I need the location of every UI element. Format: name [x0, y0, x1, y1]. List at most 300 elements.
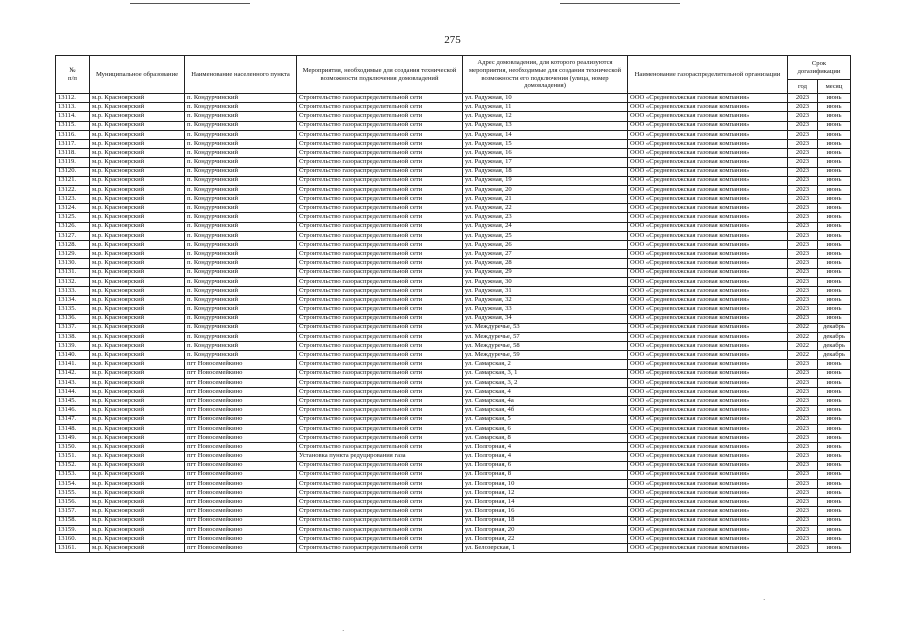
table-row [56, 222, 851, 231]
month-cell: июнь [818, 112, 851, 121]
year-cell: 2023 [788, 259, 818, 268]
organization-cell: ООО «Средневолжская газовая компания» [628, 241, 788, 250]
table-row [56, 388, 851, 397]
measure-cell: Строительство газораспределительной сети [297, 369, 463, 378]
organization-cell: ООО «Средневолжская газовая компания» [628, 332, 788, 341]
measure-cell: Строительство газораспределительной сети [297, 507, 463, 516]
settlement-cell: п. Кондурчинский [185, 277, 297, 286]
year-cell: 2022 [788, 323, 818, 332]
row-number: 13143. [56, 378, 90, 387]
municipality-cell: м.р. Красноярский [90, 323, 185, 332]
municipality-cell: м.р. Красноярский [90, 452, 185, 461]
settlement-cell: пгт Новосемейкино [185, 470, 297, 479]
table-row [56, 443, 851, 452]
year-cell: 2023 [788, 525, 818, 534]
year-cell: 2023 [788, 433, 818, 442]
address-cell: ул. Радужная, 19 [463, 176, 628, 185]
municipality-cell: м.р. Красноярский [90, 167, 185, 176]
measure-cell: Строительство газораспределительной сети [297, 185, 463, 194]
settlement-cell: п. Кондурчинский [185, 185, 297, 194]
measure-cell: Строительство газораспределительной сети [297, 433, 463, 442]
month-cell: июнь [818, 94, 851, 103]
year-cell: 2023 [788, 167, 818, 176]
organization-cell: ООО «Средневолжская газовая компания» [628, 544, 788, 553]
address-cell: ул. Полгорная, 4 [463, 452, 628, 461]
municipality-cell: м.р. Красноярский [90, 103, 185, 112]
organization-cell: ООО «Средневолжская газовая компания» [628, 259, 788, 268]
address-cell: ул. Радужная, 24 [463, 222, 628, 231]
organization-cell: ООО «Средневолжская газовая компания» [628, 121, 788, 130]
row-number: 13130. [56, 259, 90, 268]
settlement-cell: п. Кондурчинский [185, 149, 297, 158]
address-cell: ул. Полгорная, 22 [463, 535, 628, 544]
measure-cell: Строительство газораспределительной сети [297, 204, 463, 213]
table-row [56, 535, 851, 544]
month-cell: июнь [818, 525, 851, 534]
month-cell: июнь [818, 213, 851, 222]
municipality-cell: м.р. Красноярский [90, 388, 185, 397]
measure-cell: Строительство газораспределительной сети [297, 139, 463, 148]
month-cell: июнь [818, 277, 851, 286]
settlement-cell: пгт Новосемейкино [185, 461, 297, 470]
settlement-cell: п. Кондурчинский [185, 121, 297, 130]
row-number: 13117. [56, 139, 90, 148]
municipality-cell: м.р. Красноярский [90, 296, 185, 305]
organization-cell: ООО «Средневолжская газовая компания» [628, 268, 788, 277]
organization-cell: ООО «Средневолжская газовая компания» [628, 433, 788, 442]
settlement-cell: п. Кондурчинский [185, 112, 297, 121]
municipality-cell: м.р. Красноярский [90, 222, 185, 231]
year-cell: 2023 [788, 94, 818, 103]
row-number: 13154. [56, 479, 90, 488]
year-cell: 2023 [788, 139, 818, 148]
row-number: 13138. [56, 332, 90, 341]
row-number: 13146. [56, 406, 90, 415]
municipality-cell: м.р. Красноярский [90, 231, 185, 240]
measure-cell: Строительство газораспределительной сети [297, 415, 463, 424]
organization-cell: ООО «Средневолжская газовая компания» [628, 479, 788, 488]
month-cell: июнь [818, 231, 851, 240]
row-number: 13152. [56, 461, 90, 470]
measure-cell: Строительство газораспределительной сети [297, 516, 463, 525]
month-cell: июнь [818, 176, 851, 185]
address-cell: ул. Междуречье, 53 [463, 323, 628, 332]
settlement-cell: пгт Новосемейкино [185, 360, 297, 369]
settlement-cell: пгт Новосемейкино [185, 378, 297, 387]
address-cell: ул. Радужная, 21 [463, 195, 628, 204]
organization-cell: ООО «Средневолжская газовая компания» [628, 525, 788, 534]
address-cell: ул. Радужная, 29 [463, 268, 628, 277]
address-cell: ул. Радужная, 20 [463, 185, 628, 194]
row-number: 13147. [56, 415, 90, 424]
table-row [56, 259, 851, 268]
table-row [56, 406, 851, 415]
municipality-cell: м.р. Красноярский [90, 433, 185, 442]
address-cell: ул. Самарская, 4а [463, 397, 628, 406]
measure-cell: Строительство газораспределительной сети [297, 424, 463, 433]
row-number: 13142. [56, 369, 90, 378]
measure-cell: Строительство газораспределительной сети [297, 525, 463, 534]
municipality-cell: м.р. Красноярский [90, 461, 185, 470]
municipality-cell: м.р. Красноярский [90, 94, 185, 103]
settlement-cell: п. Кондурчинский [185, 130, 297, 139]
address-cell: ул. Радужная, 27 [463, 250, 628, 259]
year-cell: 2023 [788, 296, 818, 305]
organization-cell: ООО «Средневолжская газовая компания» [628, 305, 788, 314]
table-row [56, 149, 851, 158]
month-cell: июнь [818, 378, 851, 387]
row-number: 13126. [56, 222, 90, 231]
organization-cell: ООО «Средневолжская газовая компания» [628, 369, 788, 378]
month-cell: июнь [818, 204, 851, 213]
table-row [56, 185, 851, 194]
address-cell: ул. Самарская, 3, 1 [463, 369, 628, 378]
month-cell: июнь [818, 241, 851, 250]
settlement-cell: п. Кондурчинский [185, 314, 297, 323]
measure-cell: Строительство газораспределительной сети [297, 94, 463, 103]
gasification-table [55, 55, 851, 553]
table-row [56, 516, 851, 525]
organization-cell: ООО «Средневолжская газовая компания» [628, 112, 788, 121]
organization-cell: ООО «Средневолжская газовая компания» [628, 222, 788, 231]
measure-cell: Строительство газораспределительной сети [297, 443, 463, 452]
table-row [56, 286, 851, 295]
address-cell: ул. Полгорная, 4 [463, 443, 628, 452]
month-cell: июнь [818, 305, 851, 314]
organization-cell: ООО «Средневолжская газовая компания» [628, 323, 788, 332]
address-cell: ул. Радужная, 26 [463, 241, 628, 250]
municipality-cell: м.р. Красноярский [90, 268, 185, 277]
settlement-cell: пгт Новосемейкино [185, 525, 297, 534]
municipality-cell: м.р. Красноярский [90, 360, 185, 369]
address-cell: ул. Полгорная, 8 [463, 470, 628, 479]
month-cell: июнь [818, 185, 851, 194]
address-cell: ул. Радужная, 23 [463, 213, 628, 222]
row-number: 13158. [56, 516, 90, 525]
municipality-cell: м.р. Красноярский [90, 213, 185, 222]
table-row [56, 461, 851, 470]
settlement-cell: п. Кондурчинский [185, 158, 297, 167]
month-cell: июнь [818, 443, 851, 452]
month-cell: июнь [818, 250, 851, 259]
row-number: 13157. [56, 507, 90, 516]
settlement-cell: п. Кондурчинский [185, 351, 297, 360]
address-cell: ул. Радужная, 25 [463, 231, 628, 240]
year-cell: 2023 [788, 479, 818, 488]
table-row [56, 507, 851, 516]
address-cell: ул. Полгорная, 10 [463, 479, 628, 488]
month-cell: июнь [818, 296, 851, 305]
measure-cell: Строительство газораспределительной сети [297, 470, 463, 479]
year-cell: 2023 [788, 250, 818, 259]
measure-cell: Строительство газораспределительной сети [297, 176, 463, 185]
settlement-cell: пгт Новосемейкино [185, 535, 297, 544]
table-row [56, 305, 851, 314]
year-cell: 2023 [788, 378, 818, 387]
year-cell: 2023 [788, 360, 818, 369]
year-cell: 2022 [788, 351, 818, 360]
month-cell: июнь [818, 158, 851, 167]
measure-cell: Строительство газораспределительной сети [297, 351, 463, 360]
municipality-cell: м.р. Красноярский [90, 305, 185, 314]
month-cell: июнь [818, 360, 851, 369]
organization-cell: ООО «Средневолжская газовая компания» [628, 204, 788, 213]
measure-cell: Строительство газораспределительной сети [297, 332, 463, 341]
municipality-cell: м.р. Красноярский [90, 516, 185, 525]
measure-cell: Строительство газораспределительной сети [297, 149, 463, 158]
address-cell: ул. Самарская, 6 [463, 424, 628, 433]
month-cell: июнь [818, 388, 851, 397]
organization-cell: ООО «Средневолжская газовая компания» [628, 277, 788, 286]
month-cell: июнь [818, 130, 851, 139]
organization-cell: ООО «Средневолжская газовая компания» [628, 470, 788, 479]
settlement-cell: пгт Новосемейкино [185, 544, 297, 553]
month-cell: июнь [818, 433, 851, 442]
organization-cell: ООО «Средневолжская газовая компания» [628, 250, 788, 259]
address-cell: ул. Радужная, 12 [463, 112, 628, 121]
table-row [56, 415, 851, 424]
row-number: 13120. [56, 167, 90, 176]
table-row [56, 130, 851, 139]
header-organization: Наименование газораспределительной организации [628, 56, 788, 94]
settlement-cell: п. Кондурчинский [185, 286, 297, 295]
row-number: 13113. [56, 103, 90, 112]
organization-cell: ООО «Средневолжская газовая компания» [628, 406, 788, 415]
organization-cell: ООО «Средневолжская газовая компания» [628, 388, 788, 397]
organization-cell: ООО «Средневолжская газовая компания» [628, 130, 788, 139]
organization-cell: ООО «Средневолжская газовая компания» [628, 342, 788, 351]
municipality-cell: м.р. Красноярский [90, 397, 185, 406]
organization-cell: ООО «Средневолжская газовая компания» [628, 351, 788, 360]
year-cell: 2023 [788, 222, 818, 231]
row-number: 13134. [56, 296, 90, 305]
settlement-cell: пгт Новосемейкино [185, 415, 297, 424]
municipality-cell: м.р. Красноярский [90, 342, 185, 351]
organization-cell: ООО «Средневолжская газовая компания» [628, 176, 788, 185]
organization-cell: ООО «Средневолжская газовая компания» [628, 103, 788, 112]
municipality-cell: м.р. Красноярский [90, 378, 185, 387]
measure-cell: Строительство газораспределительной сети [297, 544, 463, 553]
measure-cell: Строительство газораспределительной сети [297, 489, 463, 498]
measure-cell: Строительство газораспределительной сети [297, 305, 463, 314]
organization-cell: ООО «Средневолжская газовая компания» [628, 195, 788, 204]
table-row [56, 433, 851, 442]
measure-cell: Строительство газораспределительной сети [297, 222, 463, 231]
year-cell: 2023 [788, 305, 818, 314]
settlement-cell: п. Кондурчинский [185, 139, 297, 148]
measure-cell: Строительство газораспределительной сети [297, 314, 463, 323]
municipality-cell: м.р. Красноярский [90, 149, 185, 158]
row-number: 13149. [56, 433, 90, 442]
organization-cell: ООО «Средневолжская газовая компания» [628, 360, 788, 369]
municipality-cell: м.р. Красноярский [90, 415, 185, 424]
settlement-cell: пгт Новосемейкино [185, 406, 297, 415]
table-row [56, 369, 851, 378]
municipality-cell: м.р. Красноярский [90, 332, 185, 341]
address-cell: ул. Самарская, 4 [463, 388, 628, 397]
row-number: 13115. [56, 121, 90, 130]
table-row [56, 231, 851, 240]
address-cell: ул. Радужная, 22 [463, 204, 628, 213]
settlement-cell: пгт Новосемейкино [185, 507, 297, 516]
header-measures: Мероприятия, необходимые для создания технической возможности подключения домовладений [297, 56, 463, 94]
year-cell: 2023 [788, 103, 818, 112]
address-cell: ул. Радужная, 10 [463, 94, 628, 103]
table-row [56, 489, 851, 498]
header-num: № п/п [56, 56, 90, 94]
year-cell: 2023 [788, 516, 818, 525]
row-number: 13125. [56, 213, 90, 222]
top-rule-left [130, 3, 250, 4]
measure-cell: Строительство газораспределительной сети [297, 259, 463, 268]
organization-cell: ООО «Средневолжская газовая компания» [628, 167, 788, 176]
settlement-cell: п. Кондурчинский [185, 259, 297, 268]
month-cell: июнь [818, 479, 851, 488]
organization-cell: ООО «Средневолжская газовая компания» [628, 424, 788, 433]
municipality-cell: м.р. Красноярский [90, 479, 185, 488]
year-cell: 2023 [788, 443, 818, 452]
row-number: 13128. [56, 241, 90, 250]
municipality-cell: м.р. Красноярский [90, 286, 185, 295]
address-cell: ул. Полгорная, 16 [463, 507, 628, 516]
month-cell: июнь [818, 470, 851, 479]
scan-speck: · [342, 627, 345, 635]
year-cell: 2023 [788, 185, 818, 194]
organization-cell: ООО «Средневолжская газовая компания» [628, 516, 788, 525]
month-cell: июнь [818, 195, 851, 204]
organization-cell: ООО «Средневолжская газовая компания» [628, 94, 788, 103]
address-cell: ул. Радужная, 11 [463, 103, 628, 112]
table-row [56, 158, 851, 167]
month-cell: июнь [818, 149, 851, 158]
address-cell: ул. Междуречье, 58 [463, 342, 628, 351]
address-cell: ул. Радужная, 18 [463, 167, 628, 176]
organization-cell: ООО «Средневолжская газовая компания» [628, 158, 788, 167]
header-year: год [788, 80, 818, 94]
measure-cell: Строительство газораспределительной сети [297, 103, 463, 112]
organization-cell: ООО «Средневолжская газовая компания» [628, 314, 788, 323]
row-number: 13119. [56, 158, 90, 167]
row-number: 13137. [56, 323, 90, 332]
table-row [56, 479, 851, 488]
month-cell: декабрь [818, 332, 851, 341]
organization-cell: ООО «Средневолжская газовая компания» [628, 296, 788, 305]
measure-cell: Строительство газораспределительной сети [297, 277, 463, 286]
settlement-cell: пгт Новосемейкино [185, 397, 297, 406]
table-row [56, 204, 851, 213]
organization-cell: ООО «Средневолжская газовая компания» [628, 149, 788, 158]
municipality-cell: м.р. Красноярский [90, 185, 185, 194]
municipality-cell: м.р. Красноярский [90, 424, 185, 433]
municipality-cell: м.р. Красноярский [90, 130, 185, 139]
settlement-cell: п. Кондурчинский [185, 103, 297, 112]
month-cell: июнь [818, 314, 851, 323]
organization-cell: ООО «Средневолжская газовая компания» [628, 397, 788, 406]
address-cell: ул. Радужная, 13 [463, 121, 628, 130]
measure-cell: Строительство газораспределительной сети [297, 231, 463, 240]
address-cell: ул. Радужная, 30 [463, 277, 628, 286]
row-number: 13161. [56, 544, 90, 553]
municipality-cell: м.р. Красноярский [90, 195, 185, 204]
organization-cell: ООО «Средневолжская газовая компания» [628, 378, 788, 387]
year-cell: 2023 [788, 241, 818, 250]
month-cell: июнь [818, 167, 851, 176]
month-cell: июнь [818, 268, 851, 277]
address-cell: ул. Радужная, 31 [463, 286, 628, 295]
row-number: 13155. [56, 489, 90, 498]
measure-cell: Строительство газораспределительной сети [297, 342, 463, 351]
table-row [56, 452, 851, 461]
month-cell: июнь [818, 369, 851, 378]
address-cell: ул. Полгорная, 14 [463, 498, 628, 507]
measure-cell: Строительство газораспределительной сети [297, 130, 463, 139]
month-cell: июнь [818, 222, 851, 231]
organization-cell: ООО «Средневолжская газовая компания» [628, 507, 788, 516]
municipality-cell: м.р. Красноярский [90, 121, 185, 130]
measure-cell: Строительство газораспределительной сети [297, 250, 463, 259]
organization-cell: ООО «Средневолжская газовая компания» [628, 489, 788, 498]
month-cell: июнь [818, 461, 851, 470]
measure-cell: Строительство газораспределительной сети [297, 323, 463, 332]
municipality-cell: м.р. Красноярский [90, 204, 185, 213]
month-cell: июнь [818, 489, 851, 498]
month-cell: июнь [818, 397, 851, 406]
measure-cell: Строительство газораспределительной сети [297, 213, 463, 222]
row-number: 13121. [56, 176, 90, 185]
table-row [56, 525, 851, 534]
settlement-cell: пгт Новосемейкино [185, 424, 297, 433]
address-cell: ул. Радужная, 34 [463, 314, 628, 323]
measure-cell: Строительство газораспределительной сети [297, 498, 463, 507]
organization-cell: ООО «Средневолжская газовая компания» [628, 452, 788, 461]
row-number: 13150. [56, 443, 90, 452]
address-cell: ул. Самарская, 4б [463, 406, 628, 415]
municipality-cell: м.р. Красноярский [90, 544, 185, 553]
address-cell: ул. Самарская, 2 [463, 360, 628, 369]
year-cell: 2023 [788, 507, 818, 516]
settlement-cell: п. Кондурчинский [185, 167, 297, 176]
settlement-cell: пгт Новосемейкино [185, 516, 297, 525]
municipality-cell: м.р. Красноярский [90, 259, 185, 268]
organization-cell: ООО «Средневолжская газовая компания» [628, 461, 788, 470]
settlement-cell: пгт Новосемейкино [185, 489, 297, 498]
address-cell: ул. Радужная, 14 [463, 130, 628, 139]
table-row [56, 103, 851, 112]
measure-cell: Строительство газораспределительной сети [297, 378, 463, 387]
year-cell: 2023 [788, 277, 818, 286]
table-row [56, 332, 851, 341]
table-row [56, 94, 851, 103]
month-cell: июнь [818, 415, 851, 424]
address-cell: ул. Самарская, 5 [463, 415, 628, 424]
address-cell: ул. Полгорная, 18 [463, 516, 628, 525]
address-cell: ул. Самарская, 8 [463, 433, 628, 442]
year-cell: 2023 [788, 286, 818, 295]
month-cell: июнь [818, 535, 851, 544]
table-row [56, 176, 851, 185]
row-number: 13145. [56, 397, 90, 406]
table-row [56, 241, 851, 250]
month-cell: июнь [818, 103, 851, 112]
row-number: 13124. [56, 204, 90, 213]
year-cell: 2023 [788, 424, 818, 433]
month-cell: июнь [818, 452, 851, 461]
month-cell: июнь [818, 406, 851, 415]
year-cell: 2023 [788, 213, 818, 222]
row-number: 13132. [56, 277, 90, 286]
row-number: 13140. [56, 351, 90, 360]
year-cell: 2023 [788, 544, 818, 553]
